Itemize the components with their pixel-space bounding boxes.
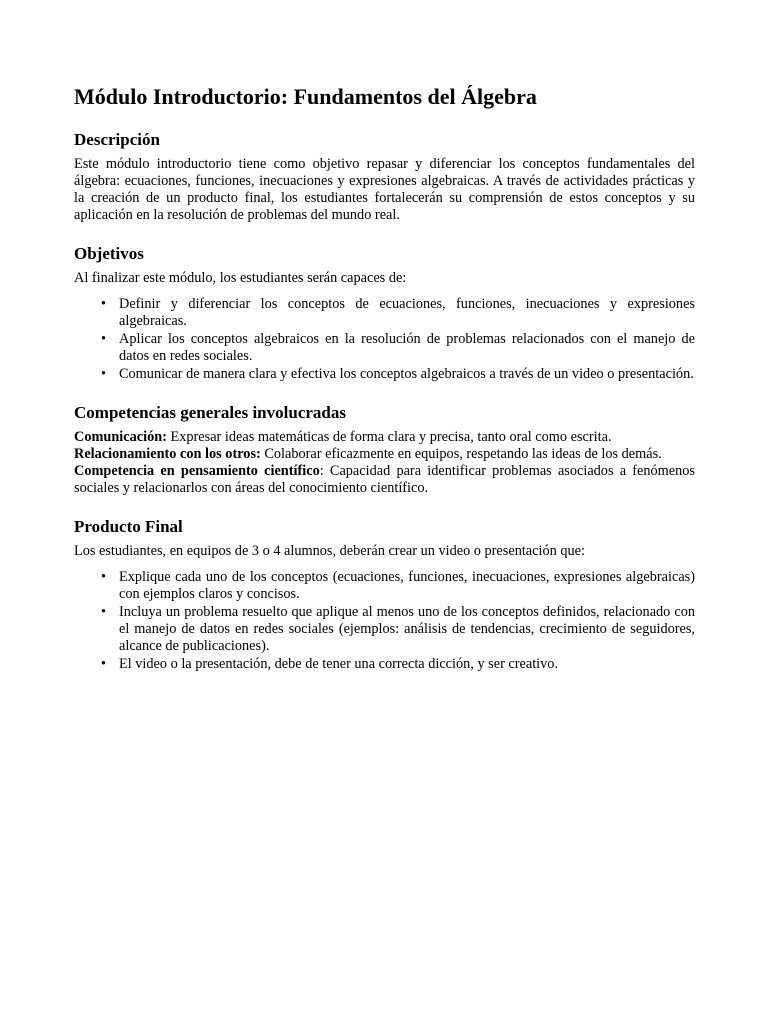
competencia-item	[74, 463, 695, 497]
section-producto-final	[74, 517, 695, 673]
bullet-icon: •	[101, 569, 107, 585]
objetivos-heading: Objetivos	[74, 244, 144, 263]
section-objetivos	[74, 244, 695, 383]
competencias-heading: Competencias generales involucradas	[74, 403, 346, 422]
list-item	[74, 331, 695, 365]
bullet-icon: •	[101, 366, 107, 382]
list-item	[74, 569, 695, 603]
descripcion-heading: Descripción	[74, 130, 160, 149]
objetivos-list	[74, 296, 695, 383]
list-item	[74, 604, 695, 655]
competencia-text: Expresar ideas matemáticas de forma clara y precisa, tanto oral como escrita.	[166, 429, 612, 445]
list-item-text: Aplicar los conceptos algebraicos en la resolución de problemas relacionados con el manejo de datos en redes sociales.	[119, 331, 695, 364]
producto-list	[74, 569, 695, 673]
list-item-text: Incluya un problema resuelto que aplique al menos uno de los conceptos definidos, relacionado con el manejo de datos en redes sociales (ejemplos: análisis de tendencias, crecimiento de seguidores, alcance de publicaciones).	[119, 604, 695, 654]
bullet-icon: •	[101, 296, 107, 312]
section-competencias	[74, 403, 695, 497]
list-item	[74, 296, 695, 330]
list-item-text: El video o la presentación, debe de tener una correcta dicción, y ser creativo.	[119, 656, 559, 672]
list-item-text: Explique cada uno de los conceptos (ecuaciones, funciones, inecuaciones, expresiones algebraicas) con ejemplos claros y concisos.	[119, 569, 695, 602]
list-item-text: Comunicar de manera clara y efectiva los conceptos algebraicos a través de un video o presentación.	[119, 366, 694, 382]
competencia-item	[74, 429, 695, 446]
producto-intro: Los estudiantes, en equipos de 3 o 4 alumnos, deberán crear un video o presentación que:	[74, 543, 585, 559]
descripcion-text: Este módulo introductorio tiene como objetivo repasar y diferenciar los conceptos fundamentales del álgebra: ecuaciones, funciones, inecuaciones y expresiones algebraicas. A través de actividades prácticas y la creación de un producto final, los estudiantes fortalecerán su comprensión de estos conceptos y su aplicación en la resolución de problemas del mundo real.	[74, 156, 695, 223]
list-item	[74, 656, 695, 673]
competencia-label: Relacionamiento con los otros:	[74, 446, 261, 462]
section-descripcion	[74, 130, 695, 224]
document-page	[74, 84, 695, 693]
list-item-text: Definir y diferenciar los conceptos de ecuaciones, funciones, inecuaciones y expresiones algebraicas.	[119, 296, 695, 329]
bullet-icon: •	[101, 331, 107, 347]
objetivos-intro: Al finalizar este módulo, los estudiantes serán capaces de:	[74, 270, 407, 286]
bullet-icon: •	[101, 656, 107, 672]
bullet-icon: •	[101, 604, 107, 620]
competencia-label: Competencia en pensamiento científico	[74, 463, 320, 479]
producto-heading: Producto Final	[74, 517, 183, 536]
competencia-text: : Capacidad para identificar problemas asociados a fenómenos sociales y relacionarlos con áreas del conocimiento científico.	[74, 463, 695, 496]
list-item	[74, 366, 695, 383]
competencia-item	[74, 446, 695, 463]
competencia-text: Colaborar eficazmente en equipos, respetando las ideas de los demás.	[260, 446, 662, 462]
competencia-label: Comunicación:	[74, 429, 167, 445]
page-title: Módulo Introductorio: Fundamentos del Álgebra	[74, 84, 537, 109]
